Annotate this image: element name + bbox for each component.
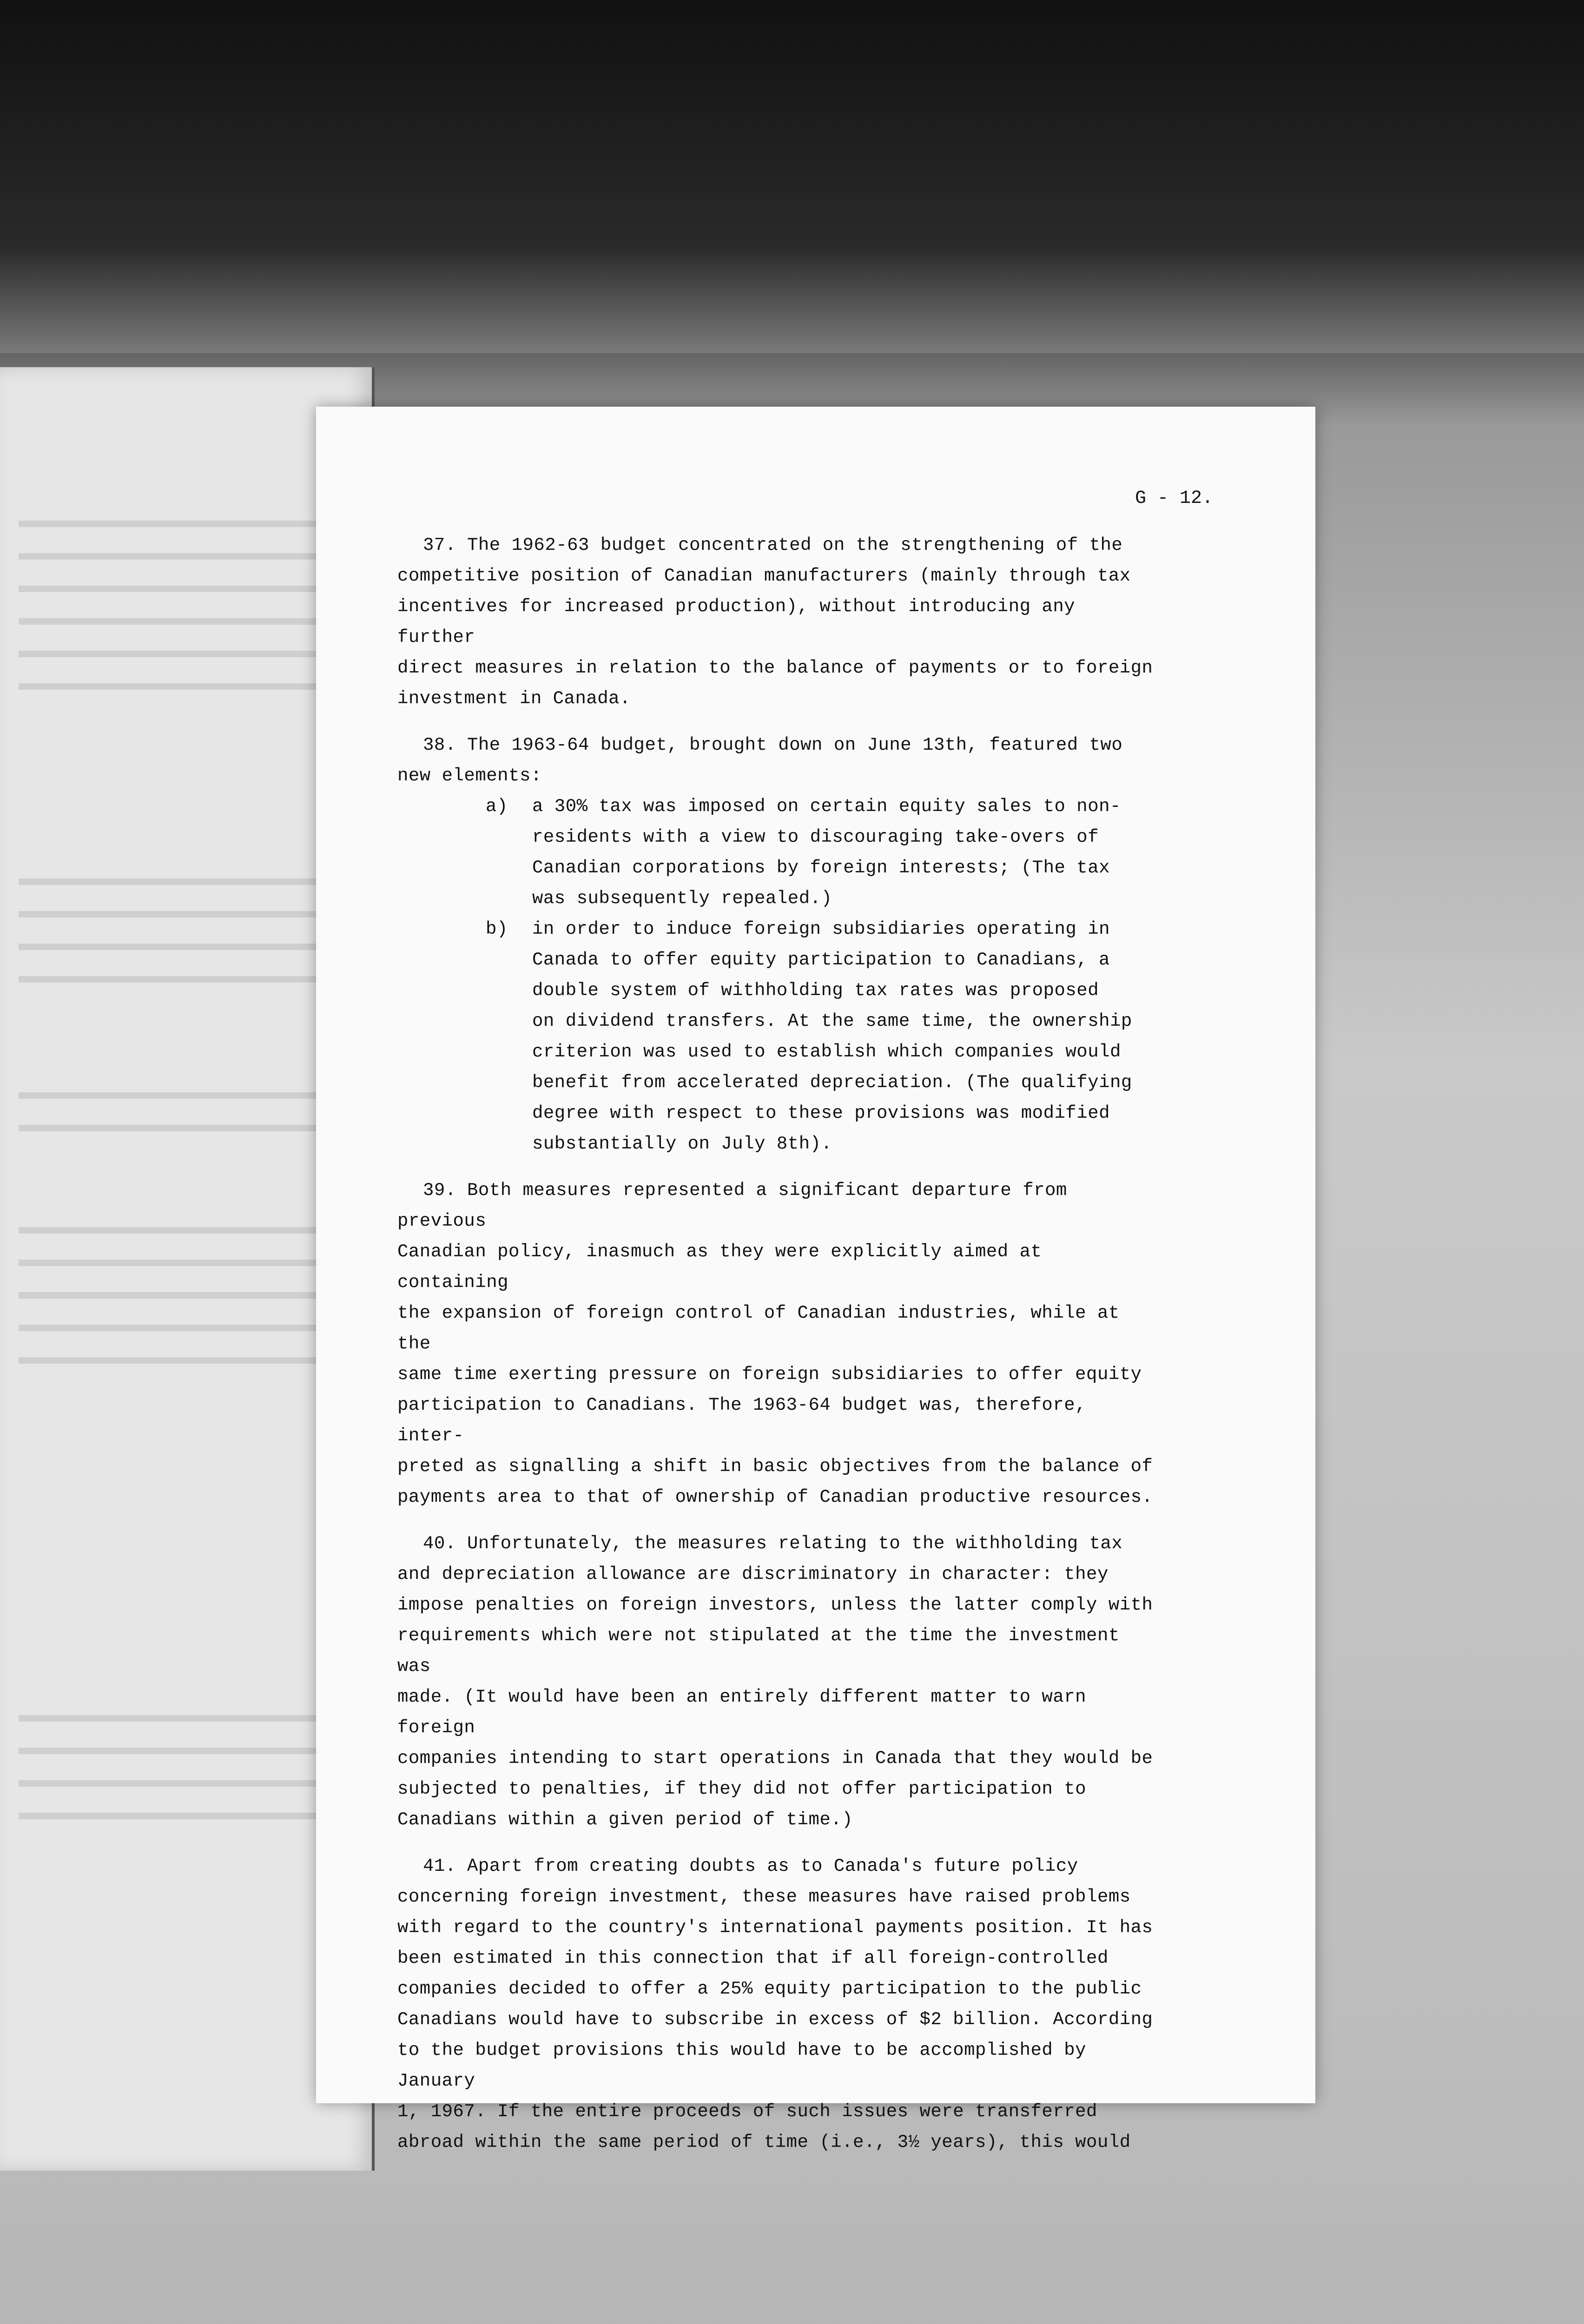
text-line: impose penalties on foreign investors, unless the latter comply with <box>397 1595 1153 1615</box>
paragraph-38 <box>397 730 1160 1159</box>
text-line: benefit from accelerated depreciation. (The qualifying <box>532 1072 1132 1093</box>
ghost-text-line <box>19 586 353 592</box>
text-line: Canadians within a given period of time.) <box>397 1809 853 1830</box>
ghost-text-line <box>19 1292 353 1299</box>
ghost-text-line <box>19 1813 353 1819</box>
paragraph-number: 38. <box>423 735 456 755</box>
paragraph-41 <box>397 1851 1160 2158</box>
text-line: a 30% tax was imposed on certain equity sales to non- <box>532 796 1121 817</box>
text-line: with regard to the country's international payments position. It has <box>397 1917 1153 1938</box>
text-line: payments area to that of ownership of Canadian productive resources. <box>397 1487 1153 1507</box>
ghost-text-line <box>19 1325 353 1331</box>
text-line: and depreciation allowance are discriminatory in character: they <box>397 1564 1109 1585</box>
ghost-text-line <box>19 1357 353 1364</box>
text-line: concerning foreign investment, these measures have raised problems <box>397 1887 1131 1907</box>
ghost-text-line <box>19 1092 353 1099</box>
text-line: subjected to penalties, if they did not offer participation to <box>397 1779 1087 1799</box>
list-item-b <box>397 914 1160 1159</box>
text-line: new elements: <box>397 766 542 786</box>
list-item-label: b) <box>486 919 508 939</box>
text-line: direct measures in relation to the balance of payments or to foreign <box>397 658 1153 678</box>
text-line: The 1963-64 budget, brought down on June 13th, featured two <box>467 735 1123 755</box>
list-item-label: a) <box>486 796 508 817</box>
ghost-text-line <box>19 1748 353 1754</box>
ghost-text-line <box>19 618 353 625</box>
text-line: in order to induce foreign subsidiaries operating in <box>532 919 1110 939</box>
text-line: Canadian policy, inasmuch as they were explicitly aimed at containing <box>397 1241 1042 1293</box>
text-line: investment in Canada. <box>397 688 631 709</box>
ghost-text-line <box>19 976 353 983</box>
ghost-text-line <box>19 651 353 657</box>
text-line: on dividend transfers. At the same time, the ownership <box>532 1011 1132 1031</box>
paragraph-39 <box>397 1175 1160 1512</box>
ghost-text-line <box>19 1715 353 1722</box>
page-number: G - 12. <box>1135 488 1213 509</box>
text-line: requirements which were not stipulated at the time the investment was <box>397 1625 1120 1677</box>
ghost-text-line <box>19 1125 353 1131</box>
text-line: been estimated in this connection that if all foreign-controlled <box>397 1948 1109 1968</box>
ghost-text-line <box>19 911 353 918</box>
text-line: Canadians would have to subscribe in excess of $2 billion. According <box>397 2009 1153 2030</box>
paragraph-number: 41. <box>423 1856 456 1876</box>
ghost-text-line <box>19 553 353 560</box>
text-line: preted as signalling a shift in basic objectives from the balance of <box>397 1456 1153 1477</box>
ghost-text-line <box>19 944 353 950</box>
ghost-text-line <box>19 1260 353 1266</box>
text-line: companies intending to start operations in Canada that they would be <box>397 1748 1153 1769</box>
text-line: Canada to offer equity participation to Canadians, a <box>532 950 1110 970</box>
document-page <box>316 407 1315 2152</box>
ghost-text-line <box>19 1227 353 1234</box>
ghost-text-line <box>19 683 353 690</box>
text-line: double system of withholding tax rates was proposed <box>532 980 1099 1001</box>
text-line: Unfortunately, the measures relating to the withholding tax <box>467 1533 1123 1554</box>
text-line: was subsequently repealed.) <box>532 888 832 909</box>
text-line: to the budget provisions this would have to be accomplished by January <box>397 2040 1087 2091</box>
ghost-text-line <box>19 1780 353 1787</box>
text-line: competitive position of Canadian manufacturers (mainly through tax <box>397 566 1131 586</box>
text-line: The 1962-63 budget concentrated on the strengthening of the <box>467 535 1123 555</box>
text-line: abroad within the same period of time (i.e., 3½ years), this would <box>397 2132 1131 2152</box>
document-body <box>397 530 1160 2173</box>
text-line: companies decided to offer a 25% equity participation to the public <box>397 1979 1142 1999</box>
text-line: incentives for increased production), without introducing any further <box>397 596 1076 647</box>
paragraph-number: 37. <box>423 535 456 555</box>
text-line: residents with a view to discouraging take-overs of <box>532 827 1099 847</box>
paragraph-number: 40. <box>423 1533 456 1554</box>
text-line: Canadian corporations by foreign interests; (The tax <box>532 858 1110 878</box>
text-line: 1, 1967. If the entire proceeds of such issues were transferred <box>397 2101 1097 2122</box>
list-item-a <box>397 791 1160 914</box>
text-line: Apart from creating doubts as to Canada's future policy <box>467 1856 1078 1876</box>
text-line: criterion was used to establish which companies would <box>532 1042 1121 1062</box>
dark-top-edge <box>0 0 1584 353</box>
text-line: the expansion of foreign control of Canadian industries, while at the <box>397 1303 1120 1354</box>
ghost-text-line <box>19 521 353 527</box>
text-line: made. (It would have been an entirely different matter to warn foreign <box>397 1687 1087 1738</box>
paragraph-40 <box>397 1528 1160 1835</box>
text-line: Both measures represented a significant departure from previous <box>397 1180 1067 1231</box>
paragraph-number: 39. <box>423 1180 456 1201</box>
ghost-text-line <box>19 878 353 885</box>
text-line: same time exerting pressure on foreign subsidiaries to offer equity <box>397 1364 1142 1385</box>
text-line: substantially on July 8th). <box>532 1134 832 1154</box>
paragraph-37 <box>397 530 1160 714</box>
text-line: participation to Canadians. The 1963-64 budget was, therefore, inter- <box>397 1395 1087 1446</box>
text-line: degree with respect to these provisions was modified <box>532 1103 1110 1123</box>
